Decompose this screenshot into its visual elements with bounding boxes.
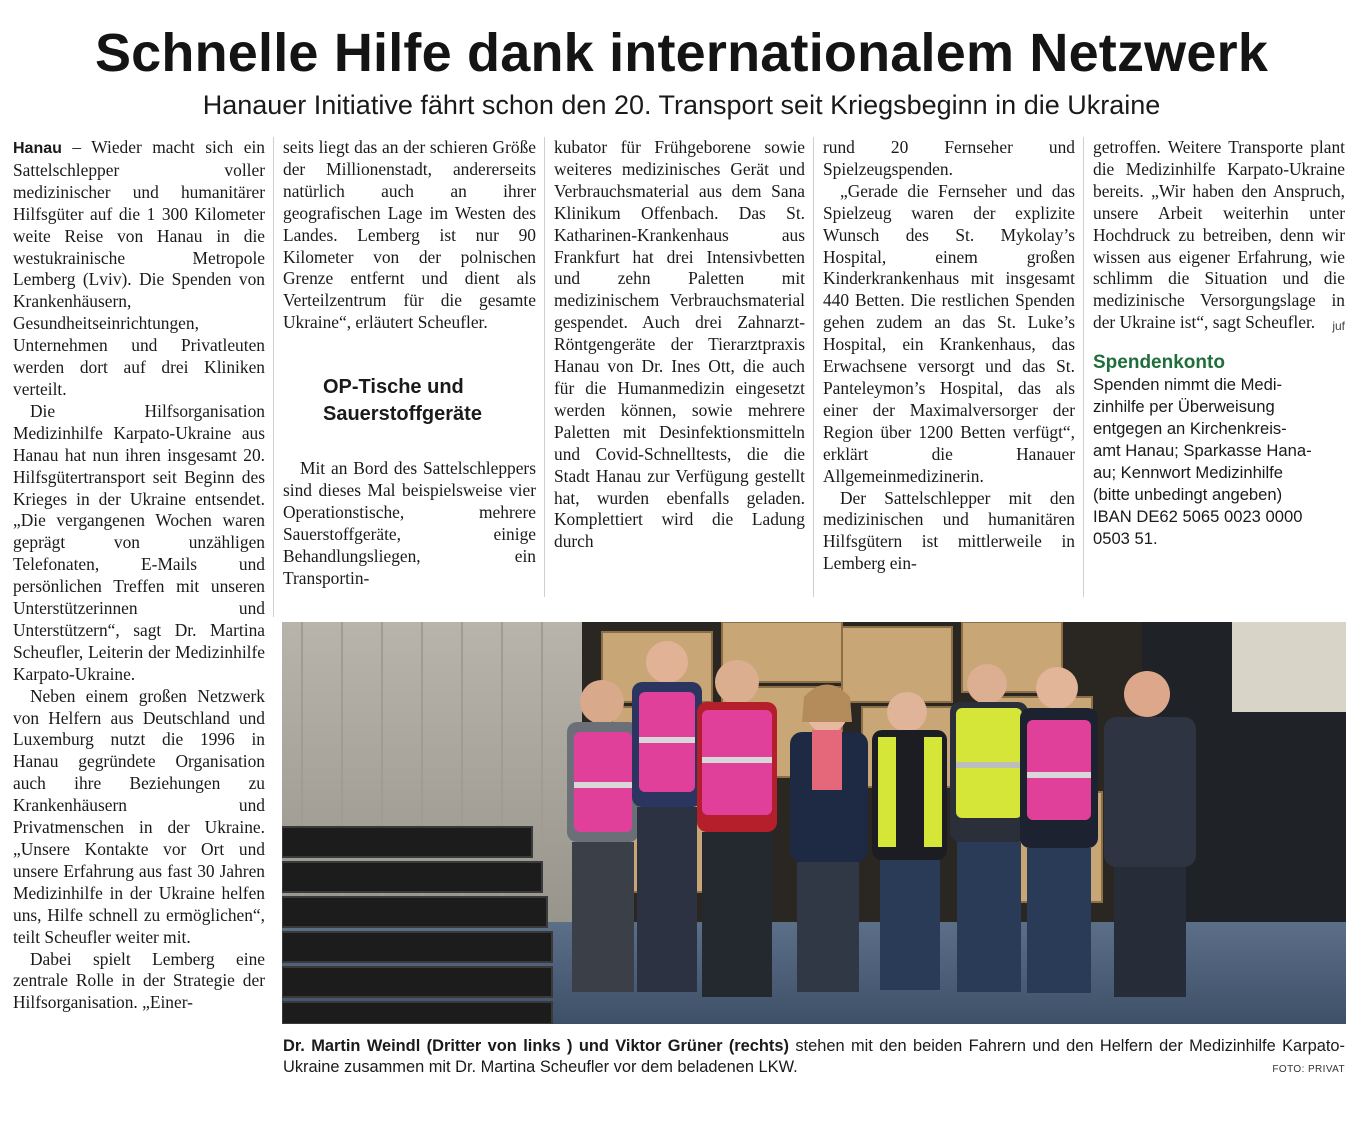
column-rule [273,137,274,617]
donation-box-title: Spendenkonto [1093,352,1225,374]
article-photo [282,622,1346,1024]
article-column-1 [13,137,265,1014]
paragraph-text: – Wieder macht sich ein Sattelschlepper voller medizinischer und humanitärer Hilfsgüter auf die 1 300 Kilometer weite Reise von Hanau in die westukrainische Metropole Lemberg (Lviv). Die Spenden von Krankenhäusern, Gesundheitseinrichtungen, Unternehmen und Privatleuten werden dort auf drei Kliniken verteilt. [13,137,265,399]
paragraph: getroffen. Weitere Transporte plant die Medizinhilfe Karpato-Ukraine bereits. „Wir haben den Anspruch, unsere Arbeit weiterhin unter Hochdruck zu betreiben, denn wir wissen aus eigener Erfahrung, wie schlimm die Situation und die medizinische Versorgungslage in der Ukraine ist“, sagt Scheufler. juf [1093,137,1345,334]
column-rule [1083,137,1084,597]
paragraph: Neben einem großen Netzwerk von Helfern aus Deutschland und Luxemburg nutzt die 1996 in Hanau gegründete Organisation auch ihre Beziehungen zu Krankenhäusern und Privatmenschen in der Ukraine. „Unsere Kontakte vor Ort und unsere Erfahrung aus fast 30 Jahren Medizinhilfe in der Ukraine helfen uns, Hilfe schnell zu ermöglichen“, teilt Scheufler weiter mit. [13,685,265,947]
section-subhead: OP-Tische und Sauerstoffgeräte [323,376,482,426]
paragraph: Der Sattelschlepper mit den medizinischen und humanitären Hilfsgütern ist mittlerweile in Lemberg ein- [823,487,1075,574]
article-column-5 [1093,137,1345,550]
paragraph: kubator für Frühgeborene sowie weiteres medizinisches Gerät und Verbrauchsmaterial aus dem Sana Klinikum Offenbach. Das St. Katharinen-Krankenhaus aus Frankfurt hat drei Intensivbetten und zehn Paletten mit medizinischem Verbrauchsmaterial gespendet. Auch drei Zahnarzt-Röntgengeräte der Tierarztpraxis Hanau von Dr. Ines Ott, die auch für die Humanmedizin eingesetzt werden können, sowie mehrere Paletten mit Desinfektionsmitteln und Covid-Schnelltests, die die Stadt Hanau zur Verfügung gestellt hat, wurden ebenfalls geladen. Komplettiert wird die Ladung durch [554,137,805,552]
photo-credit: FOTO: PRIVAT [1272,1064,1345,1075]
caption-names: Dr. Martin Weindl (Dritter von links ) und Viktor Grüner (rechts) [283,1037,789,1055]
article-column-4 [823,137,1075,575]
caption-text: stehen mit den beiden Fahrern und den Helfern der Medizinhilfe Karpato-Ukraine zusammen mit Dr. Martina Scheufler vor dem beladenen LKW. [283,1037,1345,1076]
column-rule [813,137,814,597]
group-photo-illustration [282,622,1346,1024]
paragraph: seits liegt das an der schieren Größe der Millionenstadt, andererseits natürlich auch an ihrer geografischen Lage im Westen des Landes. Lemberg ist nur 90 Kilometer von der polnischen Grenze entfernt und dient als Verteilzentrum für die gesamte Ukraine“, erläutert Scheufler. [283,137,536,333]
subheadline: Hanauer Initiative fährt schon den 20. Transport seit Kriegsbeginn in die Ukraine [202,90,1161,120]
headline: Schnelle Hilfe dank internationalem Netzwerk [94,23,1269,83]
photo-caption [283,1036,1345,1078]
column-rule [544,137,545,597]
paragraph: Dabei spielt Lemberg eine zentrale Rolle in der Strategie der Hilfsorganisation. „Einer- [13,948,265,1013]
paragraph: Die Hilfsorganisation Medizinhilfe Karpato-Ukraine aus Hanau hat nun ihren insgesamt 20. Hilfsgütertransport seit Beginn des Krieges in der Ukraine entsendet. „Die vergangenen Wochen waren geprägt von unzähligen Telefonaten, E-Mails und persönlichen Treffen mit unseren Unterstützerinnen und Unterstützern“, sagt Dr. Martina Scheufler, Leiterin der Medizinhilfe Karpato-Ukraine. [13,400,265,684]
paragraph [13,137,265,401]
paragraph: rund 20 Fernseher und Spielzeugspenden. [823,137,1075,179]
article-column-3 [554,137,805,553]
paragraph: „Gerade die Fernseher und das Spielzeug waren der explizite Wunsch des St. Mykolay’s Hospital, einem großen Kinderkrankenhaus mit insgesamt 440 Betten. Die restlichen Spenden gehen zudem an das St. Luke’s Hospital, ein Krankenhaus, das Erwachsene versorgt und das St. Panteleymon’s Hospital, das als einer der Maximalversorger der Region über 1200 Betten verfügt“, erklärt die Hanauer Allgemeinmedizinerin. [823,180,1075,486]
dateline: Hanau [13,140,62,157]
paragraph: Mit an Bord des Sattelschleppers sind dieses Mal beispielsweise vier Operationstische, mehrere Sauerstoffgeräte, einige Behandlungsliegen, ein Transportin- [283,458,536,588]
donation-box-text: Spenden nimmt die Medi- zinhilfe per Überweisung entgegen an Kirchenkreis- amt Hanau; Sparkasse Hana- au; Kennwort Medizinhilfe (bitte unbedingt angeben) IBAN DE62 5065 0023 0000 0503 51. [1093,375,1312,549]
article-column-2 [283,137,536,590]
author-tag: juf [1332,319,1345,334]
